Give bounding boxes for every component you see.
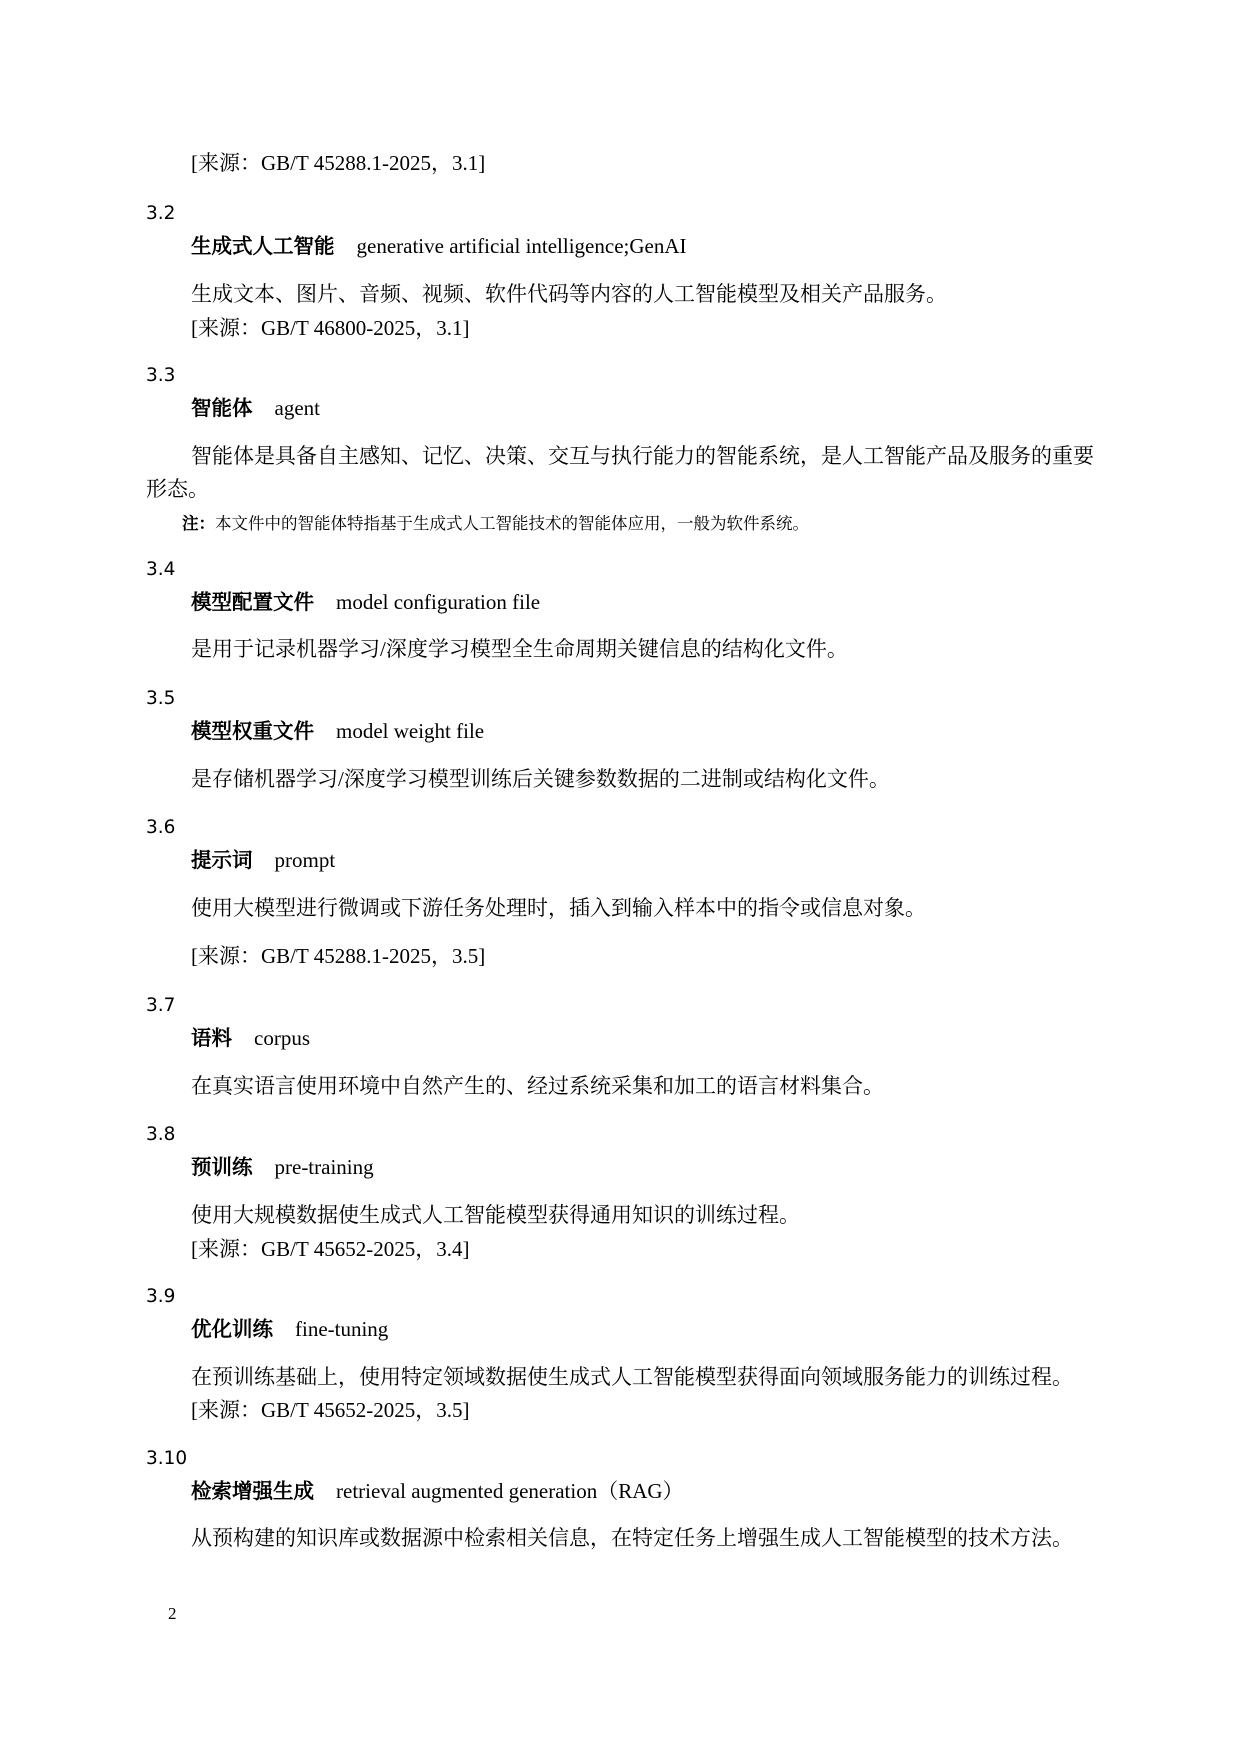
term-definition: 在预训练基础上，使用特定领域数据使生成式人工智能模型获得面向领域服务能力的训练过程。 — [191, 1365, 1073, 1389]
term-definition: 智能体是具备自主感知、记忆、决策、交互与执行能力的智能系统，是人工智能产品及服务的重要 — [191, 444, 1094, 468]
term-heading — [191, 587, 540, 617]
source-citation: [来源：GB/T 45652-2025，3.5] — [191, 1398, 470, 1422]
note-text: 本文件中的智能体特指基于生成式人工智能技术的智能体应用，一般为软件系统。 — [215, 514, 809, 533]
term-definition: 从预构建的知识库或数据源中检索相关信息，在特定任务上增强生成人工智能模型的技术方法。 — [191, 1526, 1073, 1550]
note-label: 注： — [182, 514, 215, 533]
term-chinese: 检索增强生成 — [191, 1479, 314, 1503]
term-definition: 使用大规模数据使生成式人工智能模型获得通用知识的训练过程。 — [191, 1203, 800, 1227]
source-citation: [来源：GB/T 45288.1-2025，3.5] — [191, 944, 486, 968]
clause-number: 3.2 — [146, 203, 176, 224]
term-english: corpus — [254, 1026, 310, 1050]
clause-number: 3.9 — [146, 1286, 176, 1307]
clause-number: 3.4 — [146, 559, 176, 580]
term-english: agent — [274, 396, 320, 420]
term-heading — [191, 231, 687, 261]
clause-number: 3.8 — [146, 1124, 176, 1145]
term-heading — [191, 716, 484, 746]
term-definition: 在真实语言使用环境中自然产生的、经过系统采集和加工的语言材料集合。 — [191, 1074, 884, 1098]
term-english: generative artificial intelligence;GenAI — [356, 234, 687, 258]
term-english: prompt — [274, 848, 336, 872]
term-english: model weight file — [336, 719, 485, 743]
term-heading — [191, 393, 320, 423]
clause-number: 3.10 — [146, 1448, 188, 1469]
term-english: model configuration file — [336, 590, 541, 614]
term-chinese: 优化训练 — [191, 1317, 273, 1341]
term-english: pre-training — [274, 1155, 374, 1179]
term-definition: 使用大模型进行微调或下游任务处理时，插入到输入样本中的指令或信息对象。 — [191, 896, 926, 920]
clause-number: 3.5 — [146, 688, 176, 709]
term-chinese: 预训练 — [191, 1155, 253, 1179]
term-heading — [191, 1023, 310, 1053]
term-note — [182, 509, 809, 539]
term-chinese: 语料 — [191, 1026, 232, 1050]
source-citation: [来源：GB/T 45288.1-2025，3.1] — [191, 151, 486, 175]
term-chinese: 模型配置文件 — [191, 590, 314, 614]
source-citation: [来源：GB/T 45652-2025，3.4] — [191, 1237, 470, 1261]
term-heading — [191, 1152, 374, 1182]
source-citation: [来源：GB/T 46800-2025，3.1] — [191, 316, 470, 340]
term-chinese: 智能体 — [191, 396, 253, 420]
term-chinese: 模型权重文件 — [191, 719, 314, 743]
page-number: 2 — [168, 1604, 177, 1623]
term-heading — [191, 1314, 388, 1344]
term-english: fine-tuning — [295, 1317, 389, 1341]
clause-number: 3.3 — [146, 365, 176, 386]
term-definition: 是用于记录机器学习/深度学习模型全生命周期关键信息的结构化文件。 — [191, 637, 848, 661]
term-definition: 生成文本、图片、音频、视频、软件代码等内容的人工智能模型及相关产品服务。 — [191, 282, 947, 306]
term-chinese: 提示词 — [191, 848, 253, 872]
clause-number: 3.7 — [146, 995, 176, 1016]
term-heading — [191, 845, 335, 875]
clause-number: 3.6 — [146, 817, 176, 838]
term-definition-continued: 形态。 — [146, 477, 209, 501]
term-definition: 是存储机器学习/深度学习模型训练后关键参数数据的二进制或结构化文件。 — [191, 767, 890, 791]
term-chinese: 生成式人工智能 — [191, 234, 335, 258]
term-heading — [191, 1476, 684, 1506]
term-english: retrieval augmented generation（RAG） — [336, 1479, 684, 1503]
